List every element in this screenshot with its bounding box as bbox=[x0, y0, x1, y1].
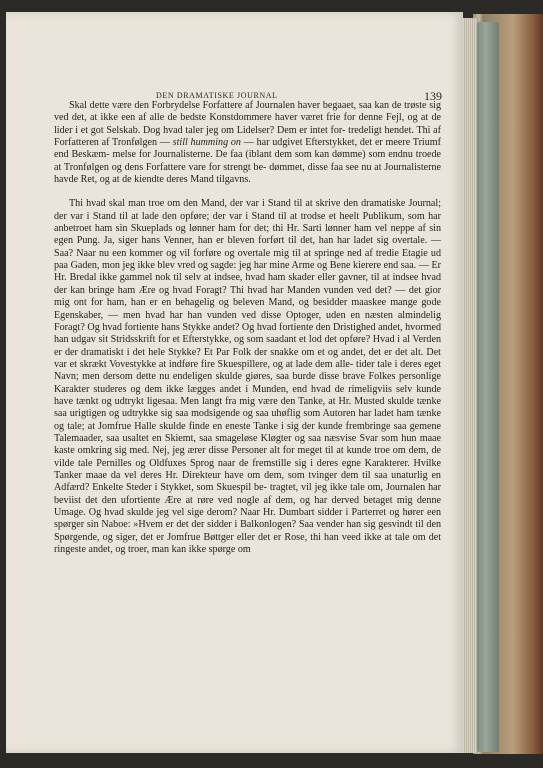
text-line: blev vred og sagde: jeg har mine Arme og Bene kierere end saa. bbox=[157, 260, 417, 272]
text-line: tredeligt hendet. Thi af Forfatteren af Tronfølgen — bbox=[54, 124, 442, 149]
text-line: Skal dette være den Forbrydelse Forfattere af Journalen haver bbox=[69, 100, 321, 111]
text-line: og siger, det er Jomfrue Bøttger eller det er Rose, thi han veed ikke bbox=[102, 531, 382, 543]
text-line: sig overtale. — Saa? Naar nu een kommer og vil forføre og overtale bbox=[54, 235, 441, 259]
text-line: dømmet, disse faa see nu at Journalisterne havde Ret, og at de kiendte bbox=[54, 161, 441, 186]
text-line: Pung. Ja, siger hans Venner, han er bleven forført til det, han har ladet bbox=[76, 235, 374, 247]
cover-edge bbox=[477, 22, 499, 752]
paragraph-1 bbox=[54, 100, 441, 186]
text-line: kunde have tænkt og udtrykt ligesaa. Men langt fra mig være den bbox=[54, 383, 441, 407]
text-line: sidder i Balkonlogen? Saa vender han sig gesvindt til den Spørgende, bbox=[54, 519, 442, 543]
text-line: saa modsigende og saa uhøflig som Autoren har ladet ham tænke og bbox=[54, 408, 441, 432]
text-line: maaskee mange gode Egenskaber, — men hvad har han vunden ved bbox=[54, 297, 442, 321]
text-line: han udgav sit Stridsskrift for et Efterstykke, og som saadant et lod bbox=[54, 334, 322, 346]
text-line: lønner ham for det; thi Hr. Sarti lønner ham vel neppe af sin egen bbox=[54, 223, 442, 247]
text-line: til at trodse et heelt Publikum, som har anbetroet ham sin Skueplads og bbox=[54, 210, 441, 235]
text-line: mig til at springe ned af tredie Etagie ud paa Gaden, mon jeg ikke bbox=[54, 247, 441, 272]
body-text bbox=[54, 100, 441, 556]
page-edges bbox=[463, 18, 477, 753]
text-line: got Selskab. Dog hvad taler jeg om Lidelser? Dem er intet for- bbox=[90, 124, 346, 136]
text-line: tragtet, vil jeg ikke tale om, Journalen har beviist det den ufortiente bbox=[54, 482, 441, 506]
text-line: omkring sig med. Nej, jeg ærer disse Personer alt for meget til at bbox=[77, 445, 344, 457]
text-line: de fremstille sig i deres egne Karakterer. Hvilke Tanker maae da bbox=[54, 457, 441, 481]
text-line: Thi hvad skal man troe om den Mand, der var i Stand til at skrive den bbox=[69, 198, 359, 210]
text-line: deres Mand tilgavns. bbox=[166, 174, 251, 186]
text-line: begaaet, saa kan de trøste sig ved det, at ikke een af alle de bedste bbox=[54, 100, 442, 124]
text-line: tider tale i deres eget Navn; men dersom dette nu endeligen skulde bbox=[54, 358, 442, 383]
text-line: tale; at Jomfrue Halle skulde finde en eneste Tanke i sig der bbox=[67, 420, 315, 432]
text-line: det opføre? Hvad i al Verden er der dramatiskt i det hele Stykke? bbox=[54, 334, 441, 358]
text-line: — har udgivet Efterstykket, det er meere Triumf end Beskæm- bbox=[54, 137, 441, 161]
text-line: melse for Journalisterne. De faa (iblant dem som kan dømme) som bbox=[112, 149, 386, 161]
text-line: at tale om det ringeste andet, og troer, man kan ikke spørge om bbox=[54, 531, 442, 556]
text-line: kunde frembringe saa gemene Talemaader, saa usaltet en Skiemt, bbox=[54, 420, 441, 444]
text-line: Ære at røre ved nogle af dem, og har derved betaget mig denne bbox=[164, 494, 441, 506]
italic-phrase: still humming on bbox=[172, 137, 241, 149]
text-line: kunde troe om dem, de vilde tale Pernilles og Oldfuxes Sprog naar bbox=[54, 445, 441, 469]
text-line: skrækt Vovestykke at indføre fire Skuespillere, og at lade dem alle- bbox=[79, 358, 354, 370]
text-line: saa smageløse Kløgter og saa næsvise Svar som hun maae kaste bbox=[54, 432, 442, 457]
text-line: dramatiske Journal; der var i Stand til at lade den opføre; der var i Stand bbox=[54, 198, 441, 222]
text-line: mig ont for ham, han er en behagelig og beleven Mand, og besidder bbox=[54, 297, 348, 309]
text-line: Konstdommere haver været frie for denne Fejl, og at de lider i et bbox=[54, 112, 442, 136]
text-line: skader eller gavner, til at indsee hvad der kan bringe ham Ære og bbox=[54, 272, 441, 296]
paragraph-2 bbox=[54, 198, 441, 556]
text-line: sidder i Parterret og hører een spørger sin Naboe: »Hvem er det der bbox=[54, 507, 442, 531]
text-line: Umage. Og hvad skulde jeg vel sige derom? Naar Hr. Dumbart bbox=[54, 507, 315, 518]
text-line: Tanke, at Hr. Musted skulde tænke saa urigtigen og udtrykke sig bbox=[54, 395, 441, 420]
running-head-title: DEN DRAMATISKE JOURNAL bbox=[156, 91, 278, 100]
text-line: unaturlig en Adfærd? Enkelte Steder i Stykket, som Skuespil be- bbox=[54, 469, 441, 494]
text-line: giøres, saa burde disse brave Folkes personlige Karakter studeres og bbox=[54, 371, 441, 395]
text-line: disse Optoger, uden en næsten almindelig Foragt? Og hvad fortiente bbox=[54, 309, 441, 333]
text-line: — Er Hr. Bredal ikke gammel nok til selv at indsee, hvad ham bbox=[54, 260, 441, 284]
text-line: endnu troede at Tronfølgen og dens Forfattere vare for strengt be- bbox=[54, 149, 441, 173]
page-number: 139 bbox=[424, 89, 442, 103]
text-line: vel deres Hr. Direkteur have om dem, som tvinger dem til saa bbox=[124, 469, 388, 481]
text-line: hans Stykke andet? Og hvad fortiente den Dristighed andet, hvormed bbox=[161, 321, 441, 333]
text-line: Et Par Folk der snakke om et og andet, det er det alt. Det var et bbox=[54, 346, 441, 370]
text-line: hvad Foragt? Thi hvad har Manden vunden ved det? — det gior bbox=[172, 284, 442, 296]
text-line: dem ikke lægges andet i Munden, end hvad de rimeligviis selv bbox=[144, 383, 413, 395]
